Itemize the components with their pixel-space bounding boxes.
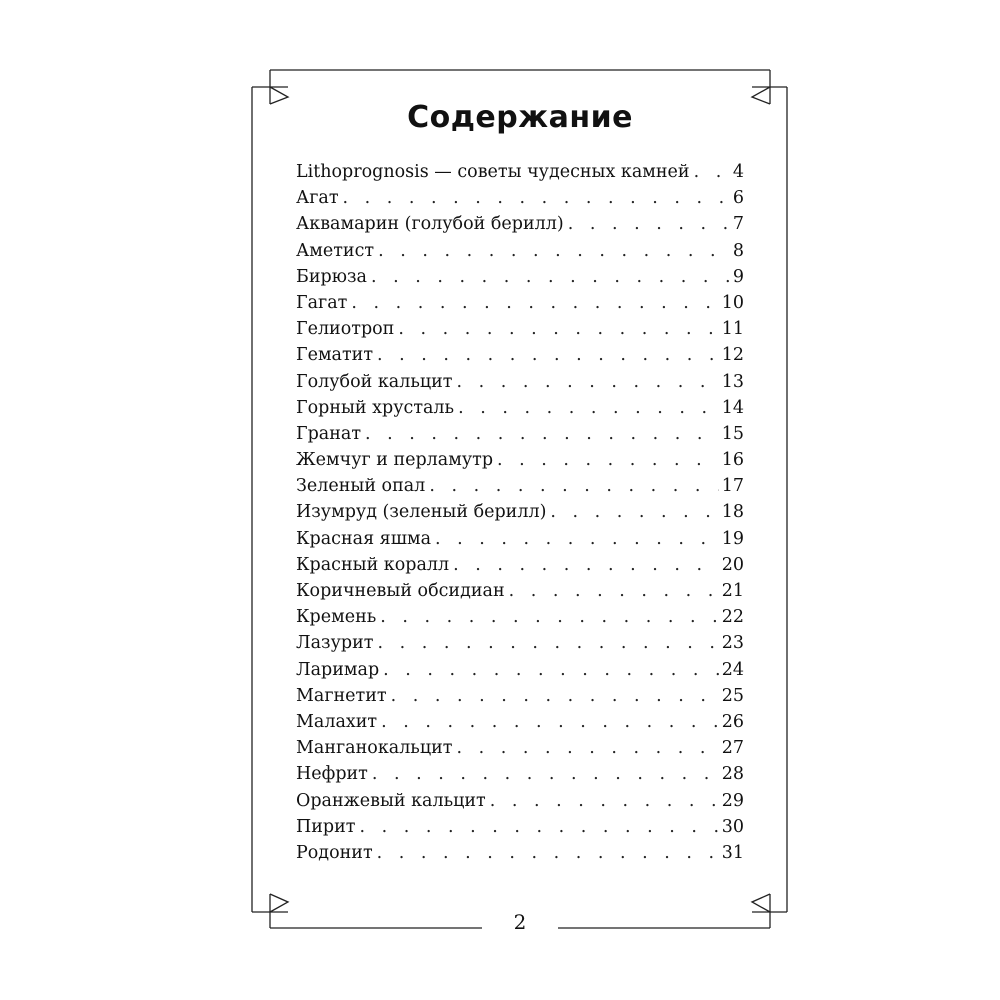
toc-dot-leader — [490, 788, 719, 814]
toc-entry-title: Агат — [296, 185, 343, 211]
toc-entry[interactable] — [296, 657, 744, 683]
toc-entry-page: 17 — [719, 473, 744, 499]
toc-entry[interactable] — [296, 185, 744, 211]
toc-dot-leader — [377, 840, 719, 866]
corner-ornament-bottom-left-icon — [252, 894, 288, 928]
toc-entry[interactable] — [296, 604, 744, 630]
toc-entry-title: Кремень — [296, 604, 380, 630]
toc-entry-page: 19 — [719, 526, 744, 552]
toc-dot-leader — [365, 421, 719, 447]
toc-dot-leader — [456, 369, 718, 395]
toc-entry-page: 9 — [730, 264, 744, 290]
toc-dot-leader — [453, 552, 719, 578]
toc-entry[interactable] — [296, 526, 744, 552]
toc-entry-page: 6 — [730, 185, 744, 211]
toc-entry-page: 22 — [719, 604, 744, 630]
toc-entry-page: 12 — [719, 342, 744, 368]
toc-entry[interactable] — [296, 499, 744, 525]
toc-entry-title: Малахит — [296, 709, 381, 735]
toc-dot-leader — [383, 657, 719, 683]
table-of-contents — [296, 159, 744, 866]
toc-dot-leader — [377, 342, 719, 368]
toc-entry[interactable] — [296, 814, 744, 840]
toc-dot-leader — [351, 290, 718, 316]
toc-entry-title: Гематит — [296, 342, 377, 368]
toc-entry-title: Зеленый опал — [296, 473, 429, 499]
toc-entry-title: Коричневый обсидиан — [296, 578, 509, 604]
toc-entry-page: 26 — [719, 709, 744, 735]
toc-entry-page: 14 — [719, 395, 744, 421]
toc-entry-page: 31 — [719, 840, 744, 866]
toc-entry-page: 10 — [719, 290, 744, 316]
toc-entry-title: Гранат — [296, 421, 365, 447]
toc-entry[interactable] — [296, 735, 744, 761]
toc-entry[interactable] — [296, 159, 744, 185]
toc-entry-title: Красная яшма — [296, 526, 435, 552]
toc-entry[interactable] — [296, 342, 744, 368]
toc-dot-leader — [377, 630, 718, 656]
toc-entry[interactable] — [296, 473, 744, 499]
toc-entry-title: Аметист — [296, 238, 378, 264]
toc-entry-title: Горный хрусталь — [296, 395, 458, 421]
toc-entry-title: Ларимар — [296, 657, 383, 683]
toc-dot-leader — [429, 473, 718, 499]
toc-entry-page: 27 — [719, 735, 744, 761]
toc-entry[interactable] — [296, 395, 744, 421]
toc-dot-leader — [371, 264, 730, 290]
page-title: Содержание — [407, 100, 633, 135]
toc-entry-page: 11 — [719, 316, 744, 342]
toc-entry-page: 18 — [719, 499, 744, 525]
toc-entry-title: Жемчуг и перламутр — [296, 447, 497, 473]
toc-entry-page: 24 — [719, 657, 744, 683]
toc-dot-leader — [381, 709, 719, 735]
toc-entry-title: Гагат — [296, 290, 351, 316]
toc-entry[interactable] — [296, 683, 744, 709]
toc-entry-page: 29 — [719, 788, 744, 814]
toc-entry-page: 4 — [730, 159, 744, 185]
toc-entry-title: Манганокальцит — [296, 735, 456, 761]
toc-dot-leader — [550, 499, 718, 525]
toc-entry-title: Оранжевый кальцит — [296, 788, 490, 814]
toc-entry-page: 13 — [719, 369, 744, 395]
toc-dot-leader — [378, 238, 730, 264]
toc-entry-title: Родонит — [296, 840, 377, 866]
toc-dot-leader — [343, 185, 730, 211]
toc-entry[interactable] — [296, 421, 744, 447]
toc-entry-title: Красный коралл — [296, 552, 453, 578]
toc-entry[interactable] — [296, 211, 744, 237]
toc-entry-title: Гелиотроп — [296, 316, 398, 342]
toc-entry[interactable] — [296, 630, 744, 656]
toc-entry[interactable] — [296, 264, 744, 290]
toc-entry-page: 8 — [730, 238, 744, 264]
corner-ornament-bottom-right-icon — [752, 894, 787, 928]
toc-dot-leader — [372, 761, 719, 787]
toc-entry-page: 28 — [719, 761, 744, 787]
toc-dot-leader — [497, 447, 719, 473]
toc-entry[interactable] — [296, 552, 744, 578]
toc-entry[interactable] — [296, 369, 744, 395]
toc-entry-title: Бирюза — [296, 264, 371, 290]
toc-dot-leader — [456, 735, 718, 761]
toc-dot-leader — [359, 814, 718, 840]
toc-entry-page: 21 — [719, 578, 744, 604]
toc-entry-title: Аквамарин (голубой берилл) — [296, 211, 568, 237]
toc-entry-title: Магнетит — [296, 683, 391, 709]
toc-entry-page: 7 — [730, 211, 744, 237]
toc-entry[interactable] — [296, 290, 744, 316]
toc-dot-leader — [458, 395, 719, 421]
toc-entry[interactable] — [296, 840, 744, 866]
toc-entry[interactable] — [296, 238, 744, 264]
toc-entry[interactable] — [296, 447, 744, 473]
toc-dot-leader — [694, 159, 730, 185]
toc-dot-leader — [391, 683, 719, 709]
toc-entry-page: 30 — [719, 814, 744, 840]
page-number: 2 — [513, 910, 527, 934]
toc-entry[interactable] — [296, 761, 744, 787]
toc-entry-title: Пирит — [296, 814, 359, 840]
toc-entry[interactable] — [296, 788, 744, 814]
toc-dot-leader — [568, 211, 730, 237]
toc-entry-page: 25 — [719, 683, 744, 709]
toc-entry[interactable] — [296, 578, 744, 604]
toc-entry-title: Изумруд (зеленый берилл) — [296, 499, 550, 525]
toc-entry-title: Нефрит — [296, 761, 372, 787]
toc-entry-title: Лазурит — [296, 630, 377, 656]
toc-entry[interactable] — [296, 709, 744, 735]
toc-dot-leader — [380, 604, 718, 630]
toc-dot-leader — [398, 316, 718, 342]
toc-entry-title: Lithoprognosis — советы чудесных камней — [296, 159, 694, 185]
toc-entry-title: Голубой кальцит — [296, 369, 456, 395]
toc-entry[interactable] — [296, 316, 744, 342]
toc-entry-page: 15 — [719, 421, 744, 447]
toc-entry-page: 20 — [719, 552, 744, 578]
toc-entry-page: 23 — [719, 630, 744, 656]
toc-dot-leader — [435, 526, 719, 552]
toc-dot-leader — [509, 578, 719, 604]
toc-entry-page: 16 — [719, 447, 744, 473]
